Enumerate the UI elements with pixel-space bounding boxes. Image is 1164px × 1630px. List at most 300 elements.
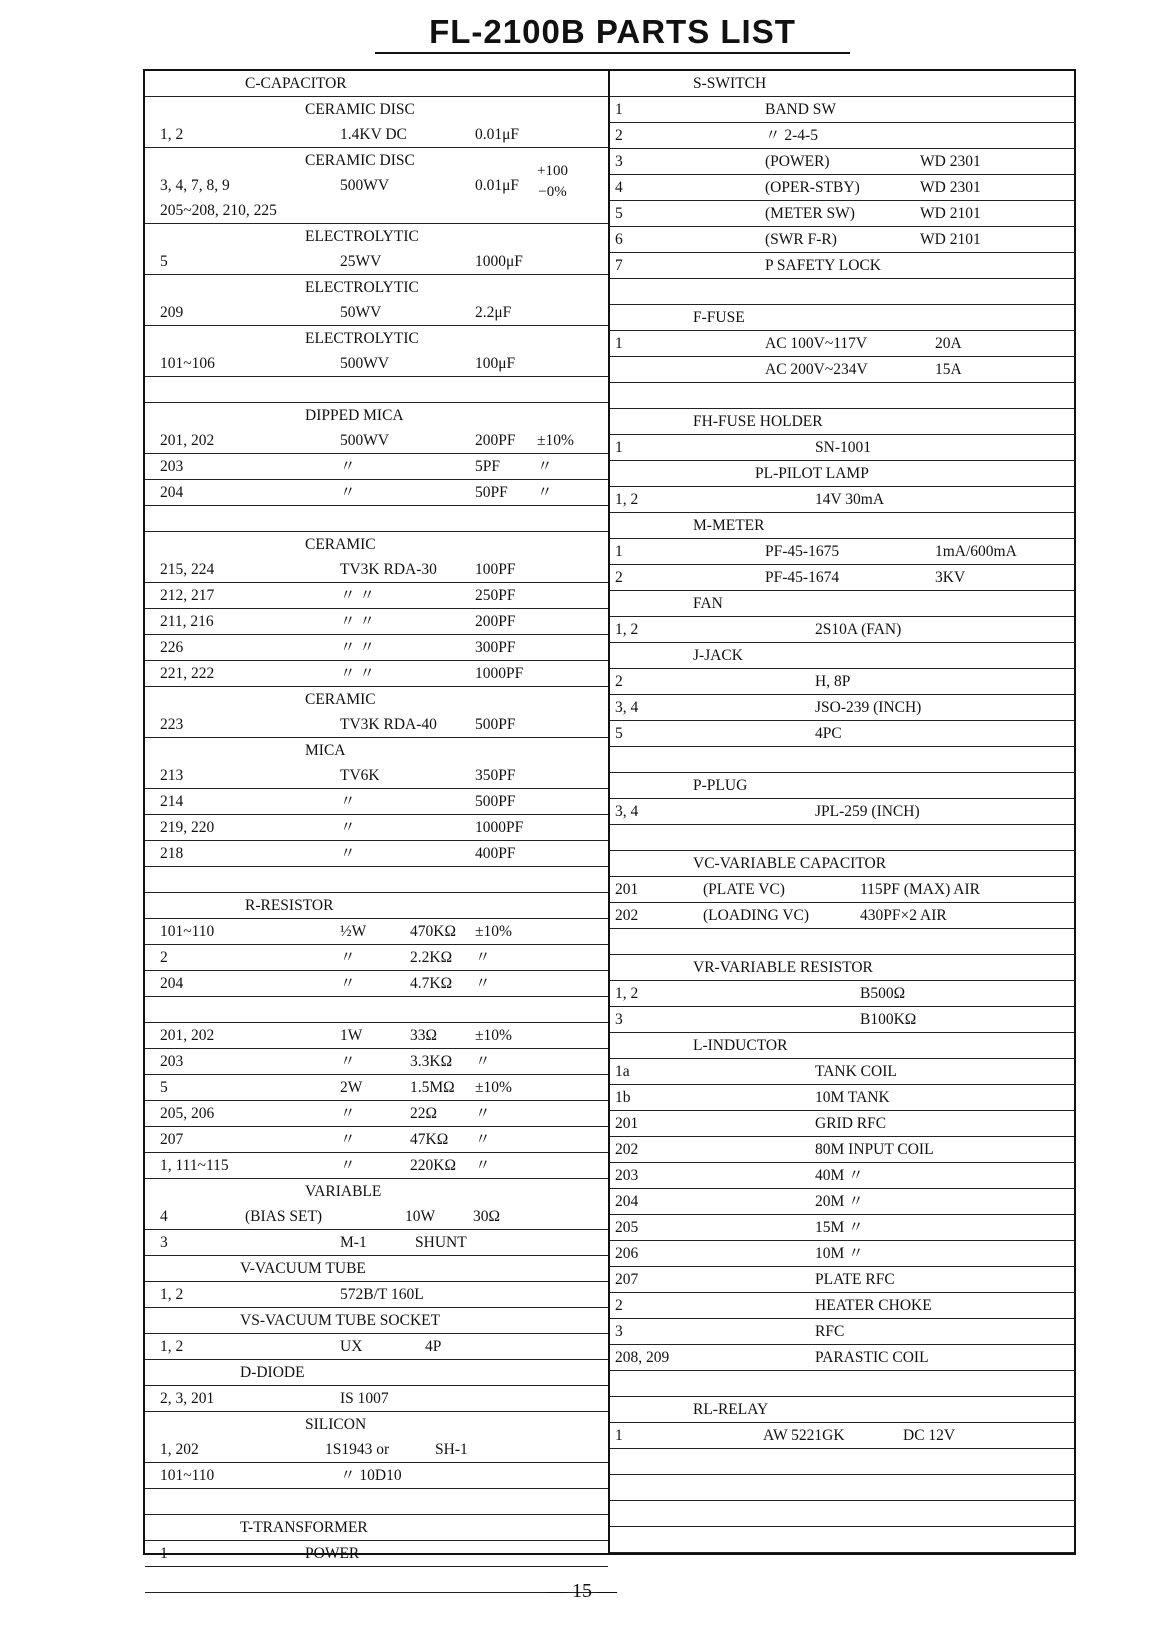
left-row — [145, 997, 608, 1023]
value: 0.01μF — [475, 177, 520, 194]
description: CERAMIC DISC — [305, 152, 415, 169]
left-row — [145, 71, 608, 97]
left-row — [145, 1023, 608, 1049]
description: 〃 — [340, 819, 356, 836]
description: CERAMIC — [305, 691, 376, 708]
description: PF-45-1675 — [765, 543, 840, 560]
left-row — [145, 763, 608, 789]
value: 200PF — [475, 432, 516, 449]
ref-number: 3 — [615, 1323, 623, 1340]
description: 〃 — [340, 484, 356, 501]
tolerance: 〃 — [475, 975, 491, 992]
ref-number: 204 — [160, 975, 184, 992]
right-row — [610, 1397, 1074, 1423]
left-row — [145, 1463, 608, 1489]
description: TV3K RDA-30 — [340, 561, 437, 578]
ref-number: 213 — [160, 767, 184, 784]
value: 350PF — [475, 767, 516, 784]
ref-number: 1, 111~115 — [160, 1157, 229, 1174]
tolerance: 〃 — [537, 484, 553, 501]
ref-number: 3 — [160, 1234, 168, 1251]
ref-number: 211, 216 — [160, 613, 214, 630]
description: (SWR F-R) — [765, 231, 837, 248]
ref-number: 1, 2 — [615, 621, 639, 638]
right-row — [610, 253, 1074, 279]
right-row — [610, 1267, 1074, 1293]
right-row — [610, 357, 1074, 383]
right-row — [610, 149, 1074, 175]
right-row — [610, 331, 1074, 357]
ref-number: 202 — [615, 907, 639, 924]
right-row — [610, 903, 1074, 929]
ref-number: 6 — [615, 231, 623, 248]
tolerance: 〃 — [475, 1105, 491, 1122]
value: 100PF — [475, 561, 516, 578]
right-row — [610, 1371, 1074, 1397]
right-row — [610, 721, 1074, 747]
left-row — [145, 789, 608, 815]
description: (PLATE VC) — [703, 881, 785, 898]
right-row — [610, 1007, 1074, 1033]
value: 1000μF — [475, 253, 523, 270]
description: TV6K — [340, 767, 380, 784]
section-heading: F-FUSE — [693, 309, 745, 326]
left-row — [145, 532, 608, 557]
ref-number: 214 — [160, 793, 184, 810]
right-row — [610, 565, 1074, 591]
value: 4.7KΩ — [410, 975, 453, 992]
tolerance: ±10% — [475, 923, 512, 940]
tolerance: 〃 — [537, 458, 553, 475]
description: IS 1007 — [340, 1390, 389, 1407]
value: 22Ω — [410, 1105, 438, 1122]
right-row — [610, 1137, 1074, 1163]
left-row — [145, 1256, 608, 1282]
right-row — [610, 1059, 1074, 1085]
left-row — [145, 1360, 608, 1386]
description: 80M INPUT COIL — [815, 1141, 934, 1158]
section-heading: P-PLUG — [693, 777, 748, 794]
right-row — [610, 1293, 1074, 1319]
ref-number: 201 — [615, 1115, 639, 1132]
description: 〃 — [340, 1053, 356, 1070]
left-row — [145, 326, 608, 351]
right-row — [610, 591, 1074, 617]
ref-number: 2 — [615, 127, 623, 144]
value: 470KΩ — [410, 923, 456, 940]
ref-number: 1, 2 — [160, 126, 184, 143]
section-heading: J-JACK — [693, 647, 743, 664]
left-row — [145, 1489, 608, 1515]
description: 〃 — [340, 1157, 356, 1174]
ref-number: 1 — [615, 543, 623, 560]
description: 〃 — [340, 793, 356, 810]
ref-number: 1 — [615, 335, 623, 352]
value: 47KΩ — [410, 1131, 449, 1148]
description: BAND SW — [765, 101, 837, 118]
left-row — [145, 609, 608, 635]
value: 400PF — [475, 845, 516, 862]
tolerance-stack — [537, 161, 568, 203]
right-row — [610, 513, 1074, 539]
left-row — [145, 275, 608, 300]
ref-number: 218 — [160, 845, 184, 862]
left-row — [145, 1308, 608, 1334]
right-row — [610, 981, 1074, 1007]
description: JSO-239 (INCH) — [815, 699, 922, 716]
value: 1.5MΩ — [410, 1079, 455, 1096]
ref-number: 5 — [160, 1079, 168, 1096]
description: 14V 30mA — [815, 491, 885, 508]
ref-number: 221, 222 — [160, 665, 215, 682]
description: 15M 〃 — [815, 1219, 864, 1236]
description: 〃 〃 — [340, 587, 375, 604]
ref-number: 215, 224 — [160, 561, 215, 578]
left-row — [145, 919, 608, 945]
right-row — [610, 1449, 1074, 1475]
ref-number: 2 — [615, 673, 623, 690]
right-row — [610, 97, 1074, 123]
right-row — [610, 383, 1074, 409]
page-title: FL-2100B PARTS LIST — [429, 13, 796, 50]
left-row — [145, 1437, 608, 1463]
description: 〃 〃 — [340, 665, 375, 682]
ref-number: 101~110 — [160, 1467, 215, 1484]
left-row — [145, 1541, 608, 1567]
right-row — [610, 409, 1074, 435]
ref-number: 4 — [160, 1208, 168, 1225]
ref-number: 212, 217 — [160, 587, 215, 604]
right-row — [610, 747, 1074, 773]
description: AW 5221GK — [763, 1427, 845, 1444]
right-row — [610, 71, 1074, 97]
right-row — [610, 461, 1074, 487]
ref-number: 3 — [615, 1011, 623, 1028]
description: 40M 〃 — [815, 1167, 864, 1184]
left-row — [145, 945, 608, 971]
section-heading: VS-VACUUM TUBE SOCKET — [240, 1312, 441, 1329]
right-row — [610, 695, 1074, 721]
left-row — [145, 1127, 608, 1153]
left-row — [145, 712, 608, 738]
description: POWER — [305, 1545, 360, 1562]
right-row — [610, 487, 1074, 513]
tolerance: 〃 — [475, 1131, 491, 1148]
ref-number: 204 — [615, 1193, 639, 1210]
left-row — [145, 122, 608, 148]
description: 〃 — [340, 975, 356, 992]
ref-number: 203 — [160, 1053, 184, 1070]
left-row — [145, 198, 608, 224]
value: 50PF — [475, 484, 508, 501]
ref-number: 2 — [615, 569, 623, 586]
ref-number: 219, 220 — [160, 819, 215, 836]
ref-number: 1, 2 — [615, 985, 639, 1002]
ref-number: 5 — [615, 205, 623, 222]
description: (LOADING VC) — [703, 907, 810, 924]
right-row — [610, 435, 1074, 461]
description: ½W — [340, 923, 367, 940]
section-heading: L-INDUCTOR — [693, 1037, 788, 1054]
right-row — [610, 1215, 1074, 1241]
description: (METER SW) — [765, 205, 855, 222]
description: RFC — [815, 1323, 845, 1340]
value: 1mA/600mA — [935, 543, 1017, 560]
right-row — [610, 1345, 1074, 1371]
section-heading: D-DIODE — [240, 1364, 305, 1381]
description: 2S10A (FAN) — [815, 621, 902, 638]
description: P SAFETY LOCK — [765, 257, 881, 274]
section-heading: VR-VARIABLE RESISTOR — [693, 959, 873, 976]
section-heading: V-VACUUM TUBE — [240, 1260, 366, 1277]
right-row — [610, 1189, 1074, 1215]
right-row — [610, 227, 1074, 253]
description: 500WV — [340, 355, 390, 372]
title-underline — [375, 52, 850, 54]
section-heading: S-SWITCH — [693, 75, 767, 92]
ref-number: 1 — [615, 439, 623, 456]
ref-number: 1a — [615, 1063, 630, 1080]
value: 100μF — [475, 355, 516, 372]
right-row — [610, 643, 1074, 669]
left-row — [145, 403, 608, 428]
description: HEATER CHOKE — [815, 1297, 932, 1314]
description: MICA — [305, 742, 346, 759]
description: CERAMIC — [305, 536, 376, 553]
description: PLATE RFC — [815, 1271, 895, 1288]
ref-number: 3, 4 — [615, 803, 639, 820]
value: 4P — [425, 1338, 442, 1355]
description: UX — [340, 1338, 363, 1355]
left-row — [145, 1101, 608, 1127]
description: 〃 — [340, 1105, 356, 1122]
value: 300PF — [475, 639, 516, 656]
description: SILICON — [305, 1416, 367, 1433]
ref-number: 207 — [615, 1271, 639, 1288]
description: M-1 — [340, 1234, 367, 1251]
ref-number: 3 — [615, 153, 623, 170]
section-heading: C-CAPACITOR — [245, 75, 347, 92]
tolerance-line: −0% — [538, 184, 567, 200]
right-row — [610, 773, 1074, 799]
left-row — [145, 1386, 608, 1412]
left-row — [145, 1204, 608, 1230]
description: 〃 10D10 — [340, 1467, 402, 1484]
left-row — [145, 1049, 608, 1075]
left-row — [145, 1153, 608, 1179]
ref-number: 101~106 — [160, 355, 215, 372]
value: WD 2301 — [920, 153, 981, 170]
right-row — [610, 201, 1074, 227]
value: 15A — [935, 361, 962, 378]
section-heading: FAN — [693, 595, 723, 612]
right-row — [610, 1475, 1074, 1501]
description: 20M 〃 — [815, 1193, 864, 1210]
right-row — [610, 175, 1074, 201]
value: 220KΩ — [410, 1157, 456, 1174]
description: H, 8P — [815, 673, 851, 690]
value: 3.3KΩ — [410, 1053, 453, 1070]
ref-number: 202 — [615, 1141, 639, 1158]
tolerance: ±10% — [537, 432, 574, 449]
value: 10W — [405, 1208, 436, 1225]
value: 115PF (MAX) AIR — [860, 881, 980, 898]
right-row — [610, 669, 1074, 695]
description: (POWER) — [765, 153, 830, 170]
ref-number: 1 — [615, 101, 623, 118]
description: 500WV — [340, 432, 390, 449]
description: 〃 — [340, 1131, 356, 1148]
page-number: — 15 — — [547, 1580, 617, 1602]
description: CERAMIC DISC — [305, 101, 415, 118]
value: 33Ω — [410, 1027, 438, 1044]
description: B100KΩ — [860, 1011, 917, 1028]
description: 572B/T 160L — [340, 1286, 424, 1303]
description: 2W — [340, 1079, 363, 1096]
right-row — [610, 1111, 1074, 1137]
description: AC 100V~117V — [765, 335, 868, 352]
right-row — [610, 1085, 1074, 1111]
ref-number: 226 — [160, 639, 184, 656]
left-row — [145, 1282, 608, 1308]
value: 430PF×2 AIR — [860, 907, 947, 924]
description: DIPPED MICA — [305, 407, 404, 424]
description: ELECTROLYTIC — [305, 330, 419, 347]
right-row — [610, 1423, 1074, 1449]
value: WD 2101 — [920, 231, 981, 248]
section-heading: M-METER — [693, 517, 765, 534]
ref-number: 2 — [615, 1297, 623, 1314]
description: 500WV — [340, 177, 390, 194]
ref-number: 4 — [615, 179, 623, 196]
description: 25WV — [340, 253, 382, 270]
left-row — [145, 841, 608, 867]
ref-number: 203 — [615, 1167, 639, 1184]
ref-number: 206 — [615, 1245, 639, 1262]
value: 1000PF — [475, 819, 524, 836]
description: VARIABLE — [305, 1183, 382, 1200]
description: SN-1001 — [815, 439, 871, 456]
value: 1000PF — [475, 665, 524, 682]
ref-number: 2 — [160, 949, 168, 966]
value: WD 2301 — [920, 179, 981, 196]
left-row — [145, 1075, 608, 1101]
description: TV3K RDA-40 — [340, 716, 437, 733]
right-row — [610, 1527, 1074, 1553]
ref-number: 208, 209 — [615, 1349, 670, 1366]
description: (OPER-STBY) — [765, 179, 860, 196]
left-row — [145, 867, 608, 893]
right-parts-column — [610, 71, 1074, 1553]
description: ELECTROLYTIC — [305, 279, 419, 296]
section-heading: RL-RELAY — [693, 1401, 769, 1418]
left-row — [145, 893, 608, 919]
value: 20A — [935, 335, 962, 352]
description: 10M 〃 — [815, 1245, 864, 1262]
value: 0.01μF — [475, 126, 520, 143]
ref-number: 1, 2 — [160, 1338, 184, 1355]
ref-number: 5 — [160, 253, 168, 270]
value: SHUNT — [415, 1234, 467, 1251]
left-row — [145, 480, 608, 506]
left-row — [145, 1515, 608, 1541]
ref-number: 205~208, 210, 225 — [160, 202, 277, 219]
right-row — [610, 305, 1074, 331]
right-row — [610, 851, 1074, 877]
ref-number: 3, 4 — [615, 699, 639, 716]
description: PF-45-1674 — [765, 569, 840, 586]
left-row — [145, 377, 608, 403]
right-row — [610, 1501, 1074, 1527]
tolerance: 30Ω — [473, 1208, 501, 1225]
description: PARASTIC COIL — [815, 1349, 929, 1366]
left-row — [145, 454, 608, 480]
description: 10M TANK — [815, 1089, 890, 1106]
right-row — [610, 617, 1074, 643]
right-row — [610, 539, 1074, 565]
ref-number: 205 — [615, 1219, 639, 1236]
ref-number: 205, 206 — [160, 1105, 215, 1122]
value: 5PF — [475, 458, 500, 475]
ref-number: 201, 202 — [160, 1027, 215, 1044]
left-row — [145, 661, 608, 687]
description: 4PC — [815, 725, 842, 742]
right-row — [610, 279, 1074, 305]
ref-number: 201 — [615, 881, 639, 898]
description: 〃 〃 — [340, 639, 375, 656]
value: WD 2101 — [920, 205, 981, 222]
description: 〃 2-4-5 — [765, 127, 818, 144]
value: 3KV — [935, 569, 966, 586]
description: ELECTROLYTIC — [305, 228, 419, 245]
ref-number: 2, 3, 201 — [160, 1390, 215, 1407]
description: 〃 〃 — [340, 613, 375, 630]
section-heading: VC-VARIABLE CAPACITOR — [693, 855, 887, 872]
value: 200PF — [475, 613, 516, 630]
left-row — [145, 1179, 608, 1204]
left-row — [145, 971, 608, 997]
left-row — [145, 738, 608, 763]
left-row — [145, 1230, 608, 1256]
tolerance: 〃 — [475, 1053, 491, 1070]
ref-number: 1, 2 — [160, 1286, 184, 1303]
tolerance: 〃 — [475, 1157, 491, 1174]
right-row — [610, 955, 1074, 981]
left-parts-column — [145, 71, 608, 1593]
description: 1.4KV DC — [340, 126, 407, 143]
right-row — [610, 929, 1074, 955]
value: 2.2KΩ — [410, 949, 453, 966]
right-row — [610, 877, 1074, 903]
ref-number: 1, 2 — [615, 491, 639, 508]
description: TANK COIL — [815, 1063, 897, 1080]
ref-number: 5 — [615, 725, 623, 742]
left-row — [145, 1412, 608, 1437]
description: 1W — [340, 1027, 363, 1044]
right-row — [610, 1033, 1074, 1059]
description: B500Ω — [860, 985, 906, 1002]
section-heading: FH-FUSE HOLDER — [693, 413, 823, 430]
description: AC 200V~234V — [765, 361, 868, 378]
left-row — [145, 351, 608, 377]
ref-number: 203 — [160, 458, 184, 475]
section-heading: T-TRANSFORMER — [240, 1519, 368, 1536]
value: 250PF — [475, 587, 516, 604]
right-row — [610, 825, 1074, 851]
ref-number: 7 — [615, 257, 623, 274]
value: 500PF — [475, 716, 516, 733]
right-row — [610, 1163, 1074, 1189]
